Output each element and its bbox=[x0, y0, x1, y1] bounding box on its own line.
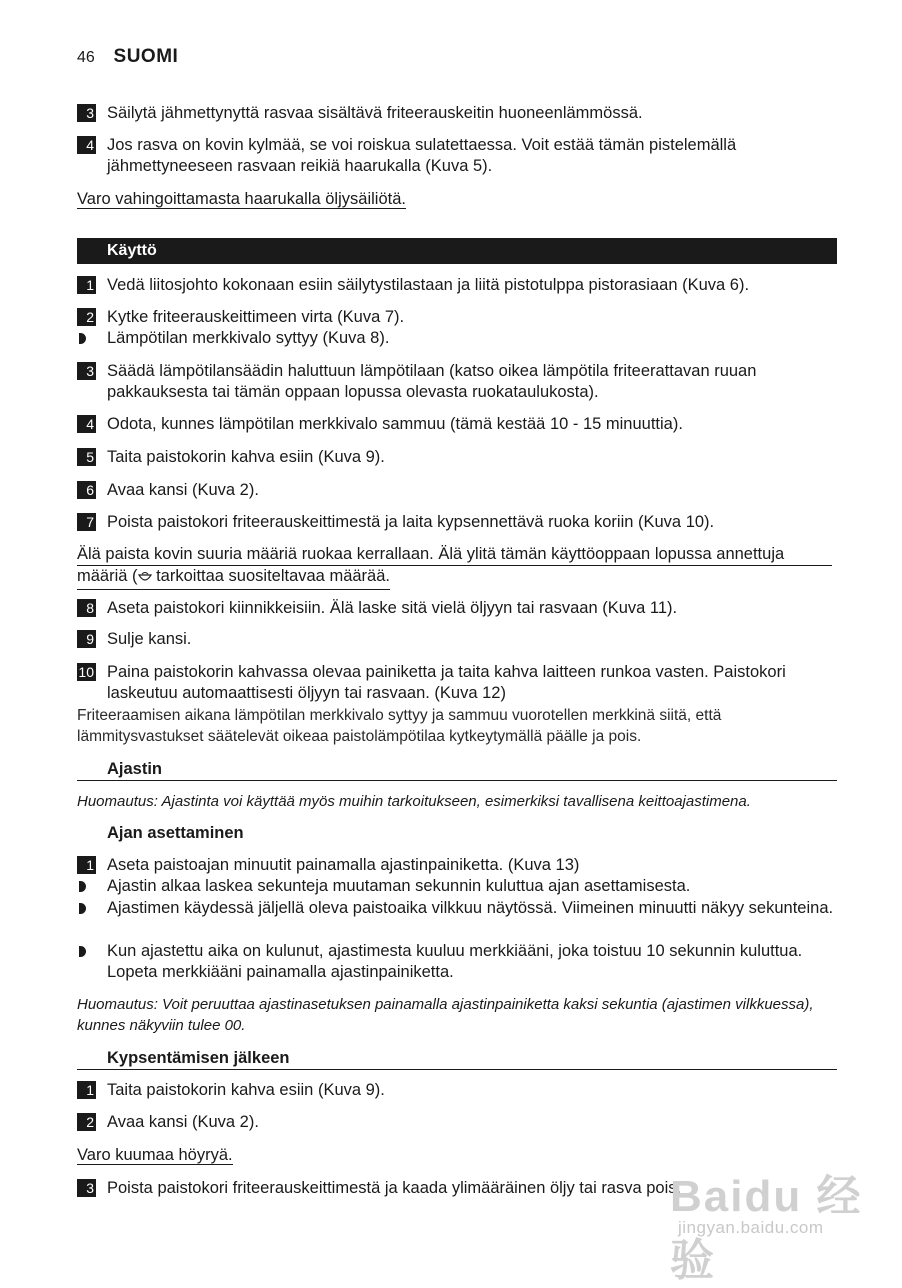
note-text: Ajastinta voi käyttää myös muihin tarkoitukseen, esimerkiksi tavallisena keittoajastimena. bbox=[157, 793, 751, 810]
watermark-brand: Baidu 经验 bbox=[670, 1172, 863, 1285]
step-text: Taita paistokorin kahva esiin (Kuva 9). bbox=[107, 1081, 385, 1099]
bullet-marker bbox=[79, 333, 86, 344]
use-step-9 bbox=[77, 629, 837, 650]
use-step-3 bbox=[77, 361, 837, 403]
use-step-2 bbox=[77, 307, 837, 328]
warning-line-2a: määriä ( bbox=[77, 567, 138, 585]
timer-bullet-2 bbox=[77, 898, 837, 919]
timer-note-2 bbox=[77, 994, 837, 1036]
top-step-4 bbox=[77, 135, 837, 177]
step-number: 7 bbox=[77, 513, 96, 531]
timer-bullet-3 bbox=[77, 941, 837, 983]
warning-steam bbox=[77, 1145, 233, 1166]
step-number: 4 bbox=[77, 415, 96, 433]
bullet-text: Kun ajastettu aika on kulunut, ajastimesta kuuluu merkkiääni, joka toistuu 10 sekunnin kuluttua. Lopeta merkkiääni painamalla ajastinpainiketta. bbox=[107, 942, 803, 981]
step-text: Säilytä jähmettynyttä rasvaa sisältävä friteerauskeitin huoneenlämmössä. bbox=[107, 104, 643, 122]
after-step-1 bbox=[77, 1080, 837, 1101]
step-number: 8 bbox=[77, 599, 96, 617]
warning-text: Varo kuumaa höyryä. bbox=[77, 1146, 233, 1164]
section-title-kaytto: Käyttö bbox=[77, 238, 837, 264]
bowl-icon bbox=[138, 568, 152, 589]
step-number: 5 bbox=[77, 448, 96, 466]
timer-note bbox=[77, 791, 837, 812]
step-number: 9 bbox=[77, 630, 96, 648]
warning-fork bbox=[77, 189, 406, 210]
step-text: Taita paistokorin kahva esiin (Kuva 9). bbox=[107, 448, 385, 466]
bullet-marker bbox=[79, 881, 86, 892]
step-text: Jos rasva on kovin kylmää, se voi roiskua sulatettaessa. Voit estää tämän pistelemällä jähmettyneeseen rasvaan reikiä haarukalla (Kuva 5). bbox=[107, 136, 737, 175]
step-text: Paina paistokorin kahvassa olevaa painiketta ja taita kahva laitteen runkoa vasten. Paistokori laskeutuu automaattisesti öljyyn tai rasvaan. (Kuva 12) bbox=[107, 663, 786, 702]
step-number: 3 bbox=[77, 104, 96, 122]
use-step-10 bbox=[77, 662, 837, 704]
warning-line-2 bbox=[77, 566, 390, 590]
step-text: Säädä lämpötilansäädin haluttuun lämpötilaan (katso oikea lämpötila friteerattavan ruuan pakkauksesta tai tämän oppaan lopussa olevasta ruokataulukosta). bbox=[107, 362, 757, 401]
note-label: Huomautus: bbox=[77, 793, 158, 810]
step-number: 1 bbox=[77, 1081, 96, 1099]
bullet-marker bbox=[79, 946, 86, 957]
step-number: 1 bbox=[77, 276, 96, 294]
after-step-2 bbox=[77, 1112, 837, 1133]
step-text: Aseta paistokori kiinnikkeisiin. Älä laske sitä vielä öljyyn tai rasvaan (Kuva 11). bbox=[107, 599, 678, 617]
step-number: 10 bbox=[78, 664, 94, 680]
use-step-4 bbox=[77, 414, 837, 435]
bullet-marker bbox=[79, 903, 86, 914]
step-text: Avaa kansi (Kuva 2). bbox=[107, 481, 259, 499]
use-step-6 bbox=[77, 480, 837, 501]
bullet-text: Ajastin alkaa laskea sekunteja muutaman sekunnin kuluttua ajan asettamisesta. bbox=[107, 877, 691, 895]
watermark-url: jingyan.baidu.com bbox=[678, 1218, 824, 1237]
step-text: Aseta paistoajan minuutit painamalla ajastinpainiketta. (Kuva 13) bbox=[107, 856, 580, 874]
step-number: 3 bbox=[77, 362, 96, 380]
warning-text: Varo vahingoittamasta haarukalla öljysäiliötä. bbox=[77, 190, 406, 208]
step-text: Poista paistokori friteerauskeittimestä ja kaada ylimääräinen öljy tai rasva pois. bbox=[107, 1179, 682, 1197]
step-number: 2 bbox=[77, 1113, 96, 1131]
use-step-7 bbox=[77, 512, 837, 533]
step-text: Sulje kansi. bbox=[107, 630, 192, 648]
time-setting-heading: Ajan asettaminen bbox=[107, 824, 244, 842]
top-step-3 bbox=[77, 103, 837, 124]
step-number: 1 bbox=[77, 856, 96, 874]
warning-line-2b: tarkoittaa suositeltavaa määrää. bbox=[151, 567, 390, 585]
step-text: Vedä liitosjohto kokonaan esiin säilytystilastaan ja liitä pistotulppa pistorasiaan (Kuva 6). bbox=[107, 276, 750, 294]
bullet-text: Ajastimen käydessä jäljellä oleva paistoaika vilkkuu näytössä. Viimeinen minuutti näkyy sekunteina. bbox=[107, 899, 834, 917]
step-number: 6 bbox=[77, 481, 96, 499]
bullet-text: Lämpötilan merkkivalo syttyy (Kuva 8). bbox=[107, 329, 390, 347]
step-text: Odota, kunnes lämpötilan merkkivalo sammuu (tämä kestää 10 - 15 minuuttia). bbox=[107, 415, 683, 433]
note-label: Huomautus: bbox=[77, 996, 158, 1013]
use-bullet bbox=[77, 328, 837, 349]
frying-paragraph: Friteeraamisen aikana lämpötilan merkkivalo syttyy ja sammuu vuorotellen merkkinä siitä, että lämmitysvastukset säätelevät oikeaa paistolämpötilaa kytkeytymällä päälle ja pois. bbox=[77, 707, 722, 745]
use-step-8 bbox=[77, 598, 837, 619]
language-title: SUOMI bbox=[113, 46, 179, 67]
note-text: Voit peruuttaa ajastinasetuksen painamalla ajastinpainiketta kaksi sekuntia (ajastimen vilkkuessa), kunnes näkyviin tulee 00. bbox=[77, 996, 814, 1034]
timer-heading: Ajastin bbox=[77, 758, 837, 781]
step-number: 2 bbox=[77, 308, 96, 326]
page-number: 46 bbox=[77, 49, 95, 66]
use-step-1 bbox=[77, 275, 837, 296]
timer-bullet-1 bbox=[77, 876, 837, 897]
timer-step-1 bbox=[77, 855, 837, 876]
warning-amount bbox=[77, 544, 832, 590]
watermark bbox=[640, 1140, 880, 1285]
step-number: 3 bbox=[77, 1179, 96, 1197]
step-text: Avaa kansi (Kuva 2). bbox=[107, 1113, 259, 1131]
page-header bbox=[77, 46, 178, 68]
after-cooking-heading: Kypsentämisen jälkeen bbox=[77, 1047, 837, 1070]
step-text: Kytke friteerauskeittimeen virta (Kuva 7). bbox=[107, 308, 405, 326]
use-step-5 bbox=[77, 447, 837, 468]
step-number: 4 bbox=[77, 136, 96, 154]
warning-line-1: Älä paista kovin suuria määriä ruokaa kerrallaan. Älä ylitä tämän käyttöoppaan lopussa annettuja bbox=[77, 544, 832, 566]
step-text: Poista paistokori friteerauskeittimestä ja laita kypsennettävä ruoka koriin (Kuva 10). bbox=[107, 513, 715, 531]
